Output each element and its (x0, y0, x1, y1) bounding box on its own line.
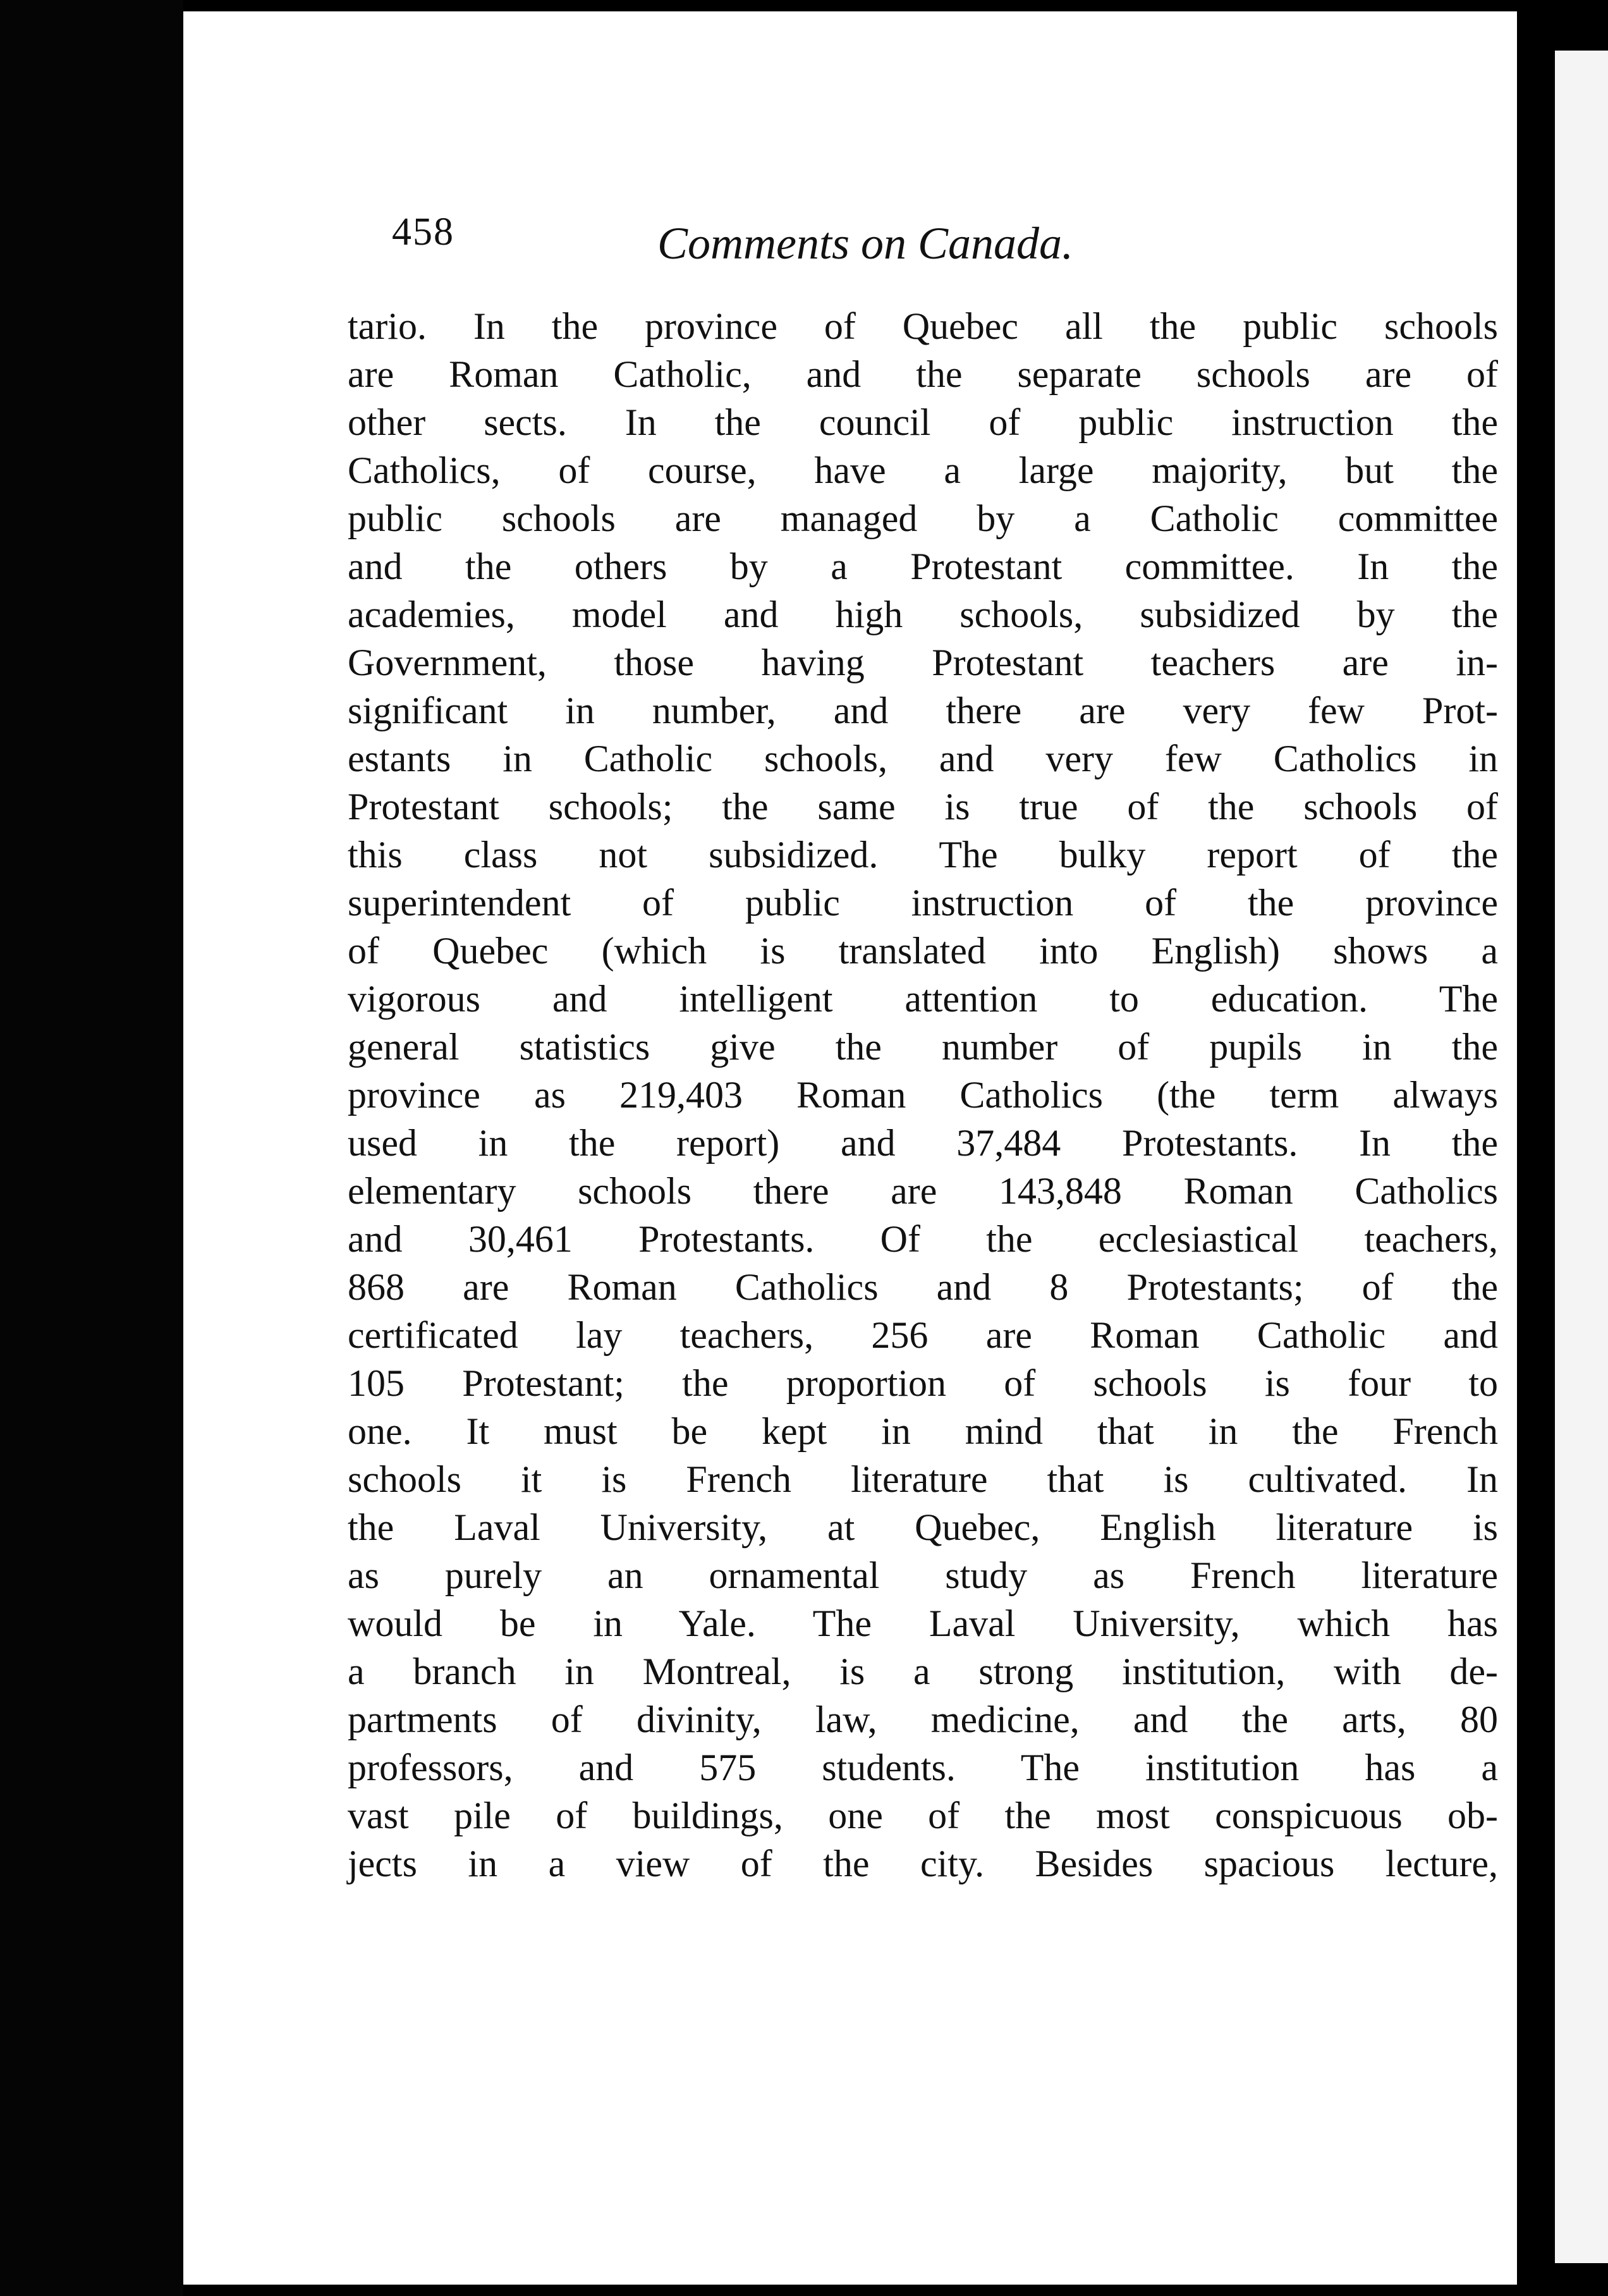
text-line: a branch in Montreal, is a strong institution, with de- (348, 1651, 1498, 1692)
text-line: Government, those having Protestant teachers are in- (348, 642, 1498, 683)
text-line: tario. In the province of Quebec all the public schools (348, 305, 1498, 347)
text-line: professors, and 575 students. The institution has a (348, 1747, 1498, 1788)
text-line: of Quebec (which is translated into English) shows a (348, 930, 1498, 972)
text-line: vast pile of buildings, one of the most conspicuous ob- (348, 1795, 1498, 1836)
text-line: would be in Yale. The Laval University, which has (348, 1603, 1498, 1644)
text-line: estants in Catholic schools, and very few Catholics in (348, 738, 1498, 779)
book-page (183, 11, 1517, 2285)
text-line: this class not subsidized. The bulky report of the (348, 834, 1498, 876)
text-line: 105 Protestant; the proportion of schools is four to (348, 1362, 1498, 1404)
text-line: are Roman Catholic, and the separate schools are of (348, 353, 1498, 395)
text-line: schools it is French literature that is cultivated. In (348, 1458, 1498, 1500)
facing-page-edge (1555, 51, 1608, 2263)
text-line: province as 219,403 Roman Catholics (the term always (348, 1074, 1498, 1116)
text-line: other sects. In the council of public instruction the (348, 401, 1498, 443)
text-line: Catholics, of course, have a large majority, but the (348, 449, 1498, 491)
text-line: as purely an ornamental study as French literature (348, 1554, 1498, 1596)
text-line: and the others by a Protestant committee. In the (348, 546, 1498, 587)
page-number: 458 (392, 211, 454, 253)
text-line: one. It must be kept in mind that in the French (348, 1410, 1498, 1452)
running-title: Comments on Canada. (657, 218, 1074, 269)
text-line: academies, model and high schools, subsidized by the (348, 594, 1498, 635)
text-line: elementary schools there are 143,848 Roman Catholics (348, 1170, 1498, 1212)
text-line: certificated lay teachers, 256 are Roman Catholic and (348, 1314, 1498, 1356)
book-spine-shadow (0, 0, 183, 2296)
text-line: the Laval University, at Quebec, English literature is (348, 1506, 1498, 1548)
text-line: 868 are Roman Catholics and 8 Protestants; of the (348, 1266, 1498, 1308)
text-line: jects in a view of the city. Besides spacious lecture, (348, 1843, 1498, 1884)
text-line: public schools are managed by a Catholic committee (348, 498, 1498, 539)
text-line: vigorous and intelligent attention to education. The (348, 978, 1498, 1020)
text-line: Protestant schools; the same is true of the schools of (348, 786, 1498, 827)
page-gutter (1517, 63, 1555, 2244)
running-head (392, 195, 1289, 277)
text-line: general statistics give the number of pupils in the (348, 1026, 1498, 1068)
text-line: partments of divinity, law, medicine, and the arts, 80 (348, 1699, 1498, 1740)
text-line: superintendent of public instruction of the province (348, 882, 1498, 924)
text-line: and 30,461 Protestants. Of the ecclesiastical teachers, (348, 1218, 1498, 1260)
text-line: significant in number, and there are very few Prot- (348, 690, 1498, 731)
body-text (348, 302, 1498, 1888)
text-line: used in the report) and 37,484 Protestants. In the (348, 1122, 1498, 1164)
